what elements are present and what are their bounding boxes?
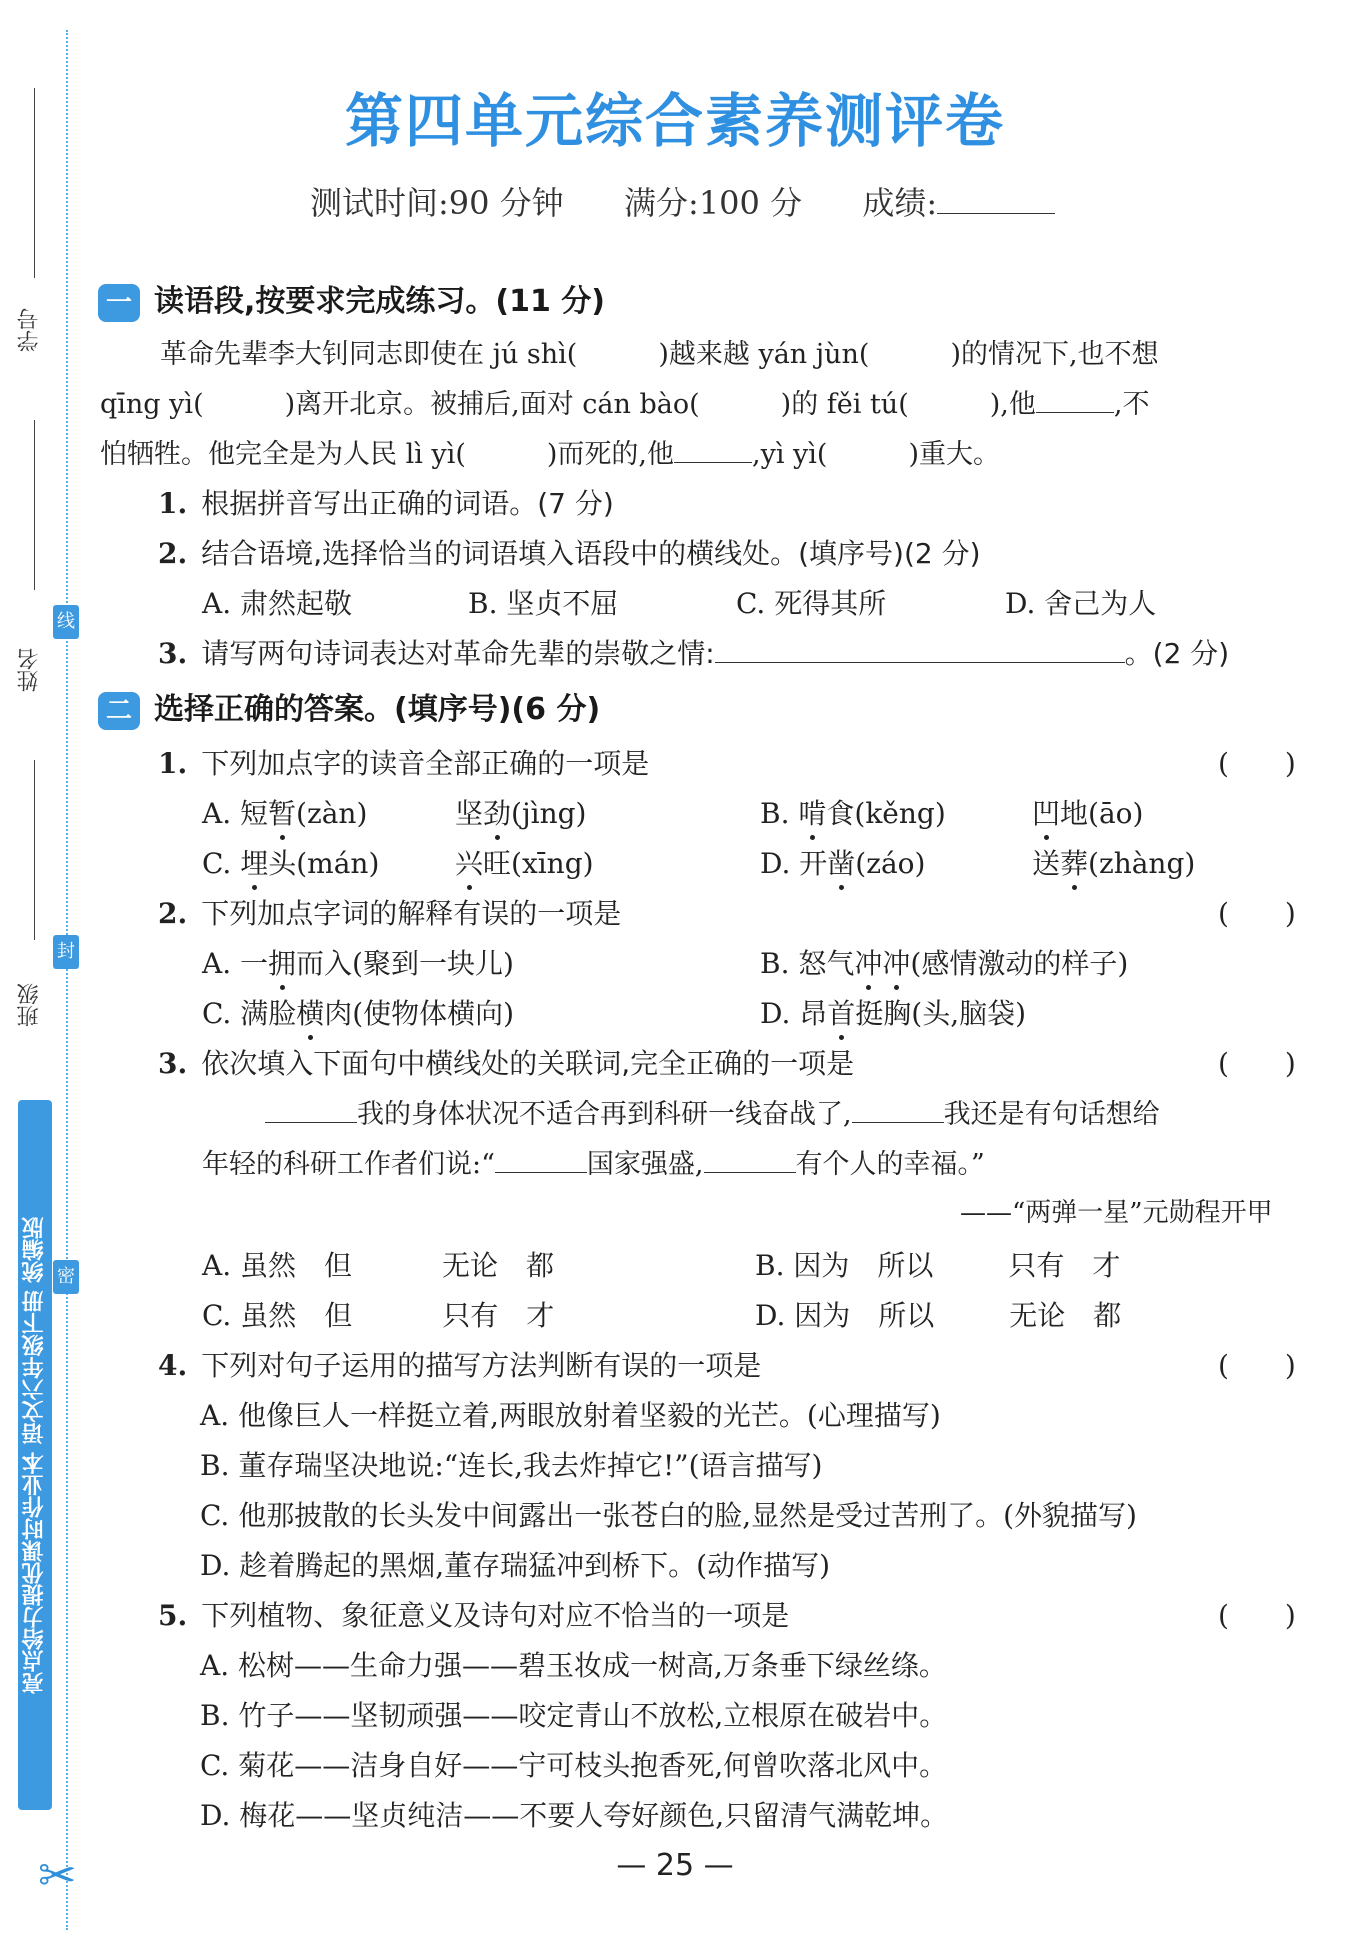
quote-text: 年轻的科研工作者们说:“ — [202, 1149, 495, 1180]
seal-mark-line: 线 — [53, 605, 79, 639]
side-label-class: 班级 — [17, 983, 42, 1027]
section-2-heading — [98, 684, 600, 730]
s2-q4-option-b[interactable]: B. 董存瑞坚决地说:“连长,我去炸掉它!”(语言描写) — [200, 1449, 823, 1482]
s2-q2-option-b[interactable] — [760, 942, 1128, 982]
dotted-char: 横 — [296, 992, 324, 1032]
passage-line-3-text: 怕牺牲。他完全是为人民 lì yì( )而死的,他 — [100, 439, 674, 470]
opt-text: B. 怒气 — [760, 947, 855, 980]
opt-text: 无论 都 — [1009, 1299, 1122, 1332]
test-time: 测试时间:90 分钟 — [310, 184, 564, 222]
dotted-char: 凹 — [1032, 792, 1060, 832]
s2-q5-option-d[interactable]: D. 梅花——坚贞纯洁——不要人夸好颜色,只留清气满乾坤。 — [200, 1799, 949, 1832]
s2-q3-option-a[interactable] — [202, 1244, 554, 1284]
s1-q3-number: 3. — [158, 637, 188, 670]
opt-text: 坚 — [455, 797, 484, 830]
s2-q3-quote-line-2 — [202, 1142, 985, 1181]
s2-q3-option-b[interactable] — [755, 1244, 1120, 1284]
s2-q1-option-a1[interactable] — [202, 792, 367, 832]
dotted-char: 暂 — [268, 792, 296, 832]
opt-text: 而入(聚到一块儿) — [296, 947, 514, 980]
s2-q5-option-c[interactable]: C. 菊花——洁身自好——宁可枝头抱香死,何曾吹落北风中。 — [200, 1749, 948, 1782]
s2-q3-answer-paren[interactable]: ( ) — [1218, 1047, 1296, 1080]
opt-text: 头(mán) — [268, 847, 380, 880]
s2-q4-number: 4. — [158, 1349, 188, 1382]
opt-text: D. 开 — [760, 847, 828, 880]
s2-question-4 — [158, 1344, 761, 1384]
opt-text: C. 虽然 但 — [202, 1299, 353, 1332]
s2-q1-option-c2[interactable] — [455, 842, 594, 882]
dotted-char: 埋 — [240, 842, 268, 882]
opt-text: A. 短 — [202, 797, 269, 830]
page-title: 第四单元综合素养测评卷 — [344, 87, 1005, 155]
opt-text: (zhàng) — [1088, 847, 1196, 880]
dotted-char: 劲 — [483, 792, 511, 832]
s1-q2-option-c[interactable]: C. 死得其所 — [736, 587, 887, 620]
section-2-badge: 二 — [98, 692, 140, 730]
passage-line-3 — [100, 432, 1000, 471]
s2-q1-option-d1[interactable] — [760, 842, 925, 882]
quote-text: 有个人的幸福。” — [795, 1149, 985, 1180]
dotted-char: 冲 — [854, 942, 882, 982]
s2-q2-option-d[interactable] — [760, 992, 1026, 1032]
s2-question-5 — [158, 1594, 789, 1634]
quote-blank-2[interactable] — [852, 1095, 944, 1123]
seal-mark-secret: 密 — [53, 1260, 79, 1294]
opt-text: B. 因为 所以 — [755, 1249, 934, 1282]
dotted-char: 首 — [827, 992, 855, 1032]
dotted-char: 啃 — [798, 792, 826, 832]
s2-q2-text: 下列加点字词的解释有误的一项是 — [201, 897, 622, 930]
quote-blank-1[interactable] — [265, 1095, 357, 1123]
opt-text: 地(āo) — [1060, 797, 1144, 830]
opt-text: C. — [202, 847, 241, 880]
quote-text: 我的身体状况不适合再到科研一线奋战了, — [357, 1099, 852, 1130]
s2-q4-answer-paren[interactable]: ( ) — [1218, 1349, 1296, 1382]
passage-line-3-tail: ,yì yì( )重大。 — [751, 439, 1000, 470]
dotted-char: 冲 — [882, 942, 910, 982]
page-number: — 25 — — [616, 1848, 734, 1883]
s2-q2-option-c[interactable] — [202, 992, 514, 1032]
s1-q3-answer-blank[interactable] — [715, 634, 1125, 663]
quote-blank-3[interactable] — [495, 1145, 587, 1173]
s2-q5-text: 下列植物、象征意义及诗句对应不恰当的一项是 — [201, 1599, 790, 1632]
s2-question-3 — [158, 1042, 854, 1082]
dotted-char: 凿 — [827, 842, 855, 882]
binding-dotted-line — [66, 30, 68, 1930]
section-1-heading — [98, 276, 605, 322]
opt-text: 旺(xīng) — [483, 847, 594, 880]
scissors-icon: ✂ — [38, 1848, 77, 1902]
opt-text: 肉(使物体横向) — [324, 997, 515, 1030]
s1-q2-option-a[interactable]: A. 肃然起敬 — [202, 587, 353, 620]
opt-text: 只有 才 — [442, 1299, 555, 1332]
opt-text: 挺胸(头,脑袋) — [855, 997, 1027, 1030]
opt-text: 食(kěng) — [826, 797, 946, 830]
s1-q3-text: 请写两句诗词表达对革命先辈的崇敬之情: — [201, 637, 715, 670]
passage-blank-1[interactable] — [1036, 385, 1114, 413]
s2-q5-number: 5. — [158, 1599, 188, 1632]
opt-text: (zàn) — [296, 797, 368, 830]
quote-text: 我还是有句话想给 — [943, 1099, 1160, 1130]
s1-q1-number: 1. — [158, 487, 188, 520]
score-label: 成绩: — [862, 184, 938, 222]
opt-text: 只有 才 — [1008, 1249, 1121, 1282]
s2-q1-option-b1[interactable] — [760, 792, 946, 832]
s2-q5-answer-paren[interactable]: ( ) — [1218, 1599, 1296, 1632]
passage-line-2-tail: ,不 — [1113, 389, 1150, 420]
passage-line-2-text: qīng yì( )离开北京。被捕后,面对 cán bào( )的 fěi tú( ),他 — [100, 389, 1036, 420]
s2-q1-answer-paren[interactable]: ( ) — [1218, 747, 1296, 780]
opt-text: C. 满脸 — [202, 997, 297, 1030]
passage-line-2 — [100, 382, 1149, 421]
s2-q5-option-a[interactable]: A. 松树——生命力强——碧玉妆成一树高,万条垂下绿丝绦。 — [200, 1649, 947, 1682]
s1-question-2 — [158, 532, 981, 572]
passage-blank-2[interactable] — [674, 435, 752, 463]
opt-text: (感情激动的样子) — [910, 947, 1129, 980]
opt-text: D. 昂 — [760, 997, 828, 1030]
s2-q3-quote-line-1 — [265, 1092, 1160, 1131]
s2-question-1 — [158, 742, 649, 782]
s1-question-3 — [158, 632, 1229, 672]
s2-q4-text: 下列对句子运用的描写方法判断有误的一项是 — [201, 1349, 762, 1382]
opt-text: 无论 都 — [442, 1249, 555, 1282]
s2-q2-answer-paren[interactable]: ( ) — [1218, 897, 1296, 930]
s2-q4-option-d[interactable]: D. 趁着腾起的黑烟,董存瑞猛冲到桥下。(动作描写) — [200, 1549, 831, 1582]
s1-q1-text: 根据拼音写出正确的词语。(7 分) — [201, 487, 614, 520]
passage-line-1: 革命先辈李大钊同志即使在 jú shì( )越来越 yán jùn( )的情况下,也不想 — [160, 339, 1159, 370]
s1-question-1 — [158, 482, 614, 522]
s2-q1-option-d2[interactable] — [1032, 842, 1195, 882]
s2-q3-option-c[interactable] — [202, 1294, 554, 1334]
side-rule-3 — [34, 760, 35, 940]
dotted-char: 葬 — [1060, 842, 1088, 882]
s2-q3-number: 3. — [158, 1047, 188, 1080]
s2-question-2 — [158, 892, 621, 932]
s1-q2-number: 2. — [158, 537, 188, 570]
s1-q2-option-b[interactable]: B. 坚贞不屈 — [468, 587, 619, 620]
s2-q2-number: 2. — [158, 897, 188, 930]
opt-text: 送 — [1032, 847, 1061, 880]
full-score: 满分:100 分 — [624, 184, 803, 222]
dotted-char: 拥 — [268, 942, 296, 982]
seal-mark-seal: 封 — [53, 935, 79, 969]
s1-q3-tail: 。(2 分) — [1124, 637, 1230, 670]
section-1-title: 读语段,按要求完成练习。(11 分) — [154, 284, 606, 319]
s2-q2-option-a[interactable] — [202, 942, 514, 982]
s2-q1-text: 下列加点字的读音全部正确的一项是 — [201, 747, 650, 780]
s2-q4-option-c[interactable]: C. 他那披散的长头发中间露出一张苍白的脸,显然是受过苦刑了。(外貌描写) — [200, 1499, 1137, 1532]
side-label-name: 姓名 — [17, 648, 42, 692]
s2-q1-option-a2[interactable] — [455, 792, 586, 832]
s1-q2-option-d[interactable]: D. 舍己为人 — [1005, 587, 1157, 620]
s2-q3-text: 依次填入下面句中横线处的关联词,完全正确的一项是 — [201, 1047, 855, 1080]
opt-text: B. — [760, 797, 799, 830]
side-rule-2 — [34, 420, 35, 590]
s2-q3-option-d[interactable] — [755, 1294, 1121, 1334]
s2-q3-quote-source: ——“两弹一星”元勋程开甲 — [960, 1198, 1273, 1228]
dotted-char: 兴 — [455, 842, 483, 882]
opt-text: (jìng) — [511, 797, 587, 830]
s2-q1-number: 1. — [158, 747, 188, 780]
s1-q2-text: 结合语境,选择恰当的词语填入语段中的横线处。(填序号)(2 分) — [201, 537, 981, 570]
quote-blank-4[interactable] — [704, 1145, 796, 1173]
opt-text: A. 虽然 但 — [202, 1249, 353, 1282]
opt-text: (záo) — [855, 847, 926, 880]
s2-q5-option-b[interactable]: B. 竹子——坚韧顽强——咬定青山不放松,立根原在破岩中。 — [200, 1699, 948, 1732]
section-1-badge: 一 — [98, 284, 140, 322]
opt-text: D. 因为 所以 — [755, 1299, 935, 1332]
s2-q1-option-b2[interactable] — [1032, 792, 1143, 832]
opt-text: A. 一 — [202, 947, 269, 980]
brand-strip: 亮点给力提优课时作业本 语文六年级下册 统编版 — [18, 1100, 52, 1810]
section-2-title: 选择正确的答案。(填序号)(6 分) — [154, 692, 601, 727]
s2-q1-option-c1[interactable] — [202, 842, 379, 882]
score-blank[interactable] — [937, 181, 1055, 214]
quote-text: 国家强盛, — [586, 1149, 704, 1180]
side-label-student-id: 学号 — [17, 308, 42, 352]
exam-meta — [310, 178, 1055, 224]
s2-q4-option-a[interactable]: A. 他像巨人一样挺立着,两眼放射着坚毅的光芒。(心理描写) — [200, 1399, 941, 1432]
